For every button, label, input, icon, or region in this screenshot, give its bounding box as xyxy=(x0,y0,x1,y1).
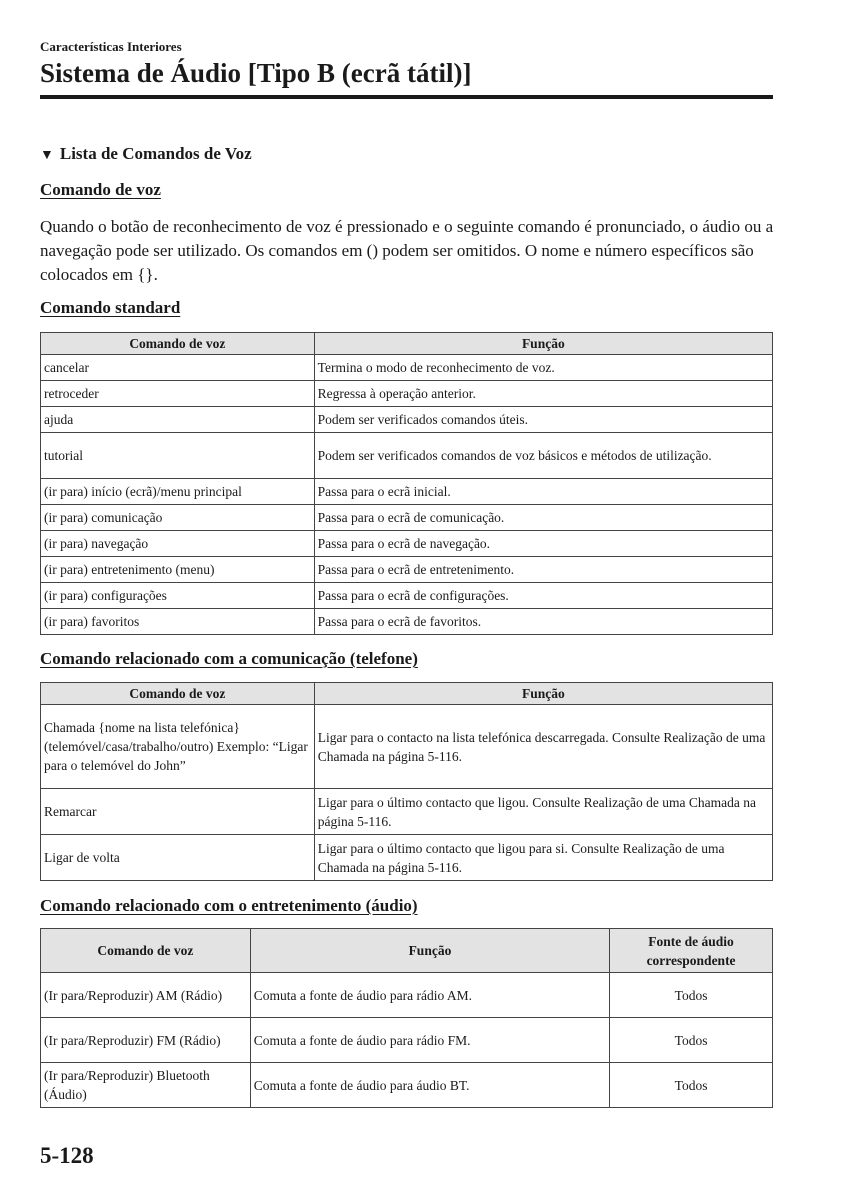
table-row xyxy=(41,531,773,557)
column-header: Fonte de áudio correspondente xyxy=(610,929,773,973)
table-row xyxy=(41,505,773,531)
command-cell: cancelar xyxy=(41,355,315,381)
function-cell: Passa para o ecrã inicial. xyxy=(314,479,772,505)
table-header-row xyxy=(41,333,773,355)
command-cell: (ir para) navegação xyxy=(41,531,315,557)
function-cell: Podem ser verificados comandos de voz básicos e métodos de utilização. xyxy=(314,433,772,479)
command-cell: retroceder xyxy=(41,381,315,407)
table-row xyxy=(41,1063,773,1108)
column-header: Comando de voz xyxy=(41,333,315,355)
function-cell: Regressa à operação anterior. xyxy=(314,381,772,407)
function-cell: Comuta a fonte de áudio para áudio BT. xyxy=(250,1063,609,1108)
table-row xyxy=(41,479,773,505)
command-cell: (Ir para/Reproduzir) Bluetooth (Áudio) xyxy=(41,1063,251,1108)
audio-table xyxy=(40,928,773,1108)
function-cell: Passa para o ecrã de configurações. xyxy=(314,583,772,609)
page-title: Sistema de Áudio [Tipo B (ecrã tátil)] xyxy=(40,58,472,88)
function-cell: Termina o modo de reconhecimento de voz. xyxy=(314,355,772,381)
function-cell: Ligar para o contacto na lista telefónica descarregada. Consulte Realização de uma Chamada na página 5-116. xyxy=(314,705,772,789)
command-cell: (ir para) entretenimento (menu) xyxy=(41,557,315,583)
command-cell: (Ir para/Reproduzir) FM (Rádio) xyxy=(41,1018,251,1063)
voice-command-heading: Comando de voz xyxy=(40,180,161,199)
source-cell: Todos xyxy=(610,1063,773,1108)
function-cell: Ligar para o último contacto que ligou. Consulte Realização de uma Chamada na página 5-116. xyxy=(314,789,772,835)
table-row xyxy=(41,407,773,433)
column-header: Comando de voz xyxy=(41,929,251,973)
function-cell: Ligar para o último contacto que ligou para si. Consulte Realização de uma Chamada na página 5-116. xyxy=(314,835,772,881)
standard-table xyxy=(40,332,773,635)
table-row xyxy=(41,433,773,479)
column-header: Função xyxy=(250,929,609,973)
table-row xyxy=(41,705,773,789)
table-row xyxy=(41,789,773,835)
table-header-row xyxy=(41,683,773,705)
table-row xyxy=(41,381,773,407)
command-cell: (Ir para/Reproduzir) AM (Rádio) xyxy=(41,973,251,1018)
command-cell: (ir para) comunicação xyxy=(41,505,315,531)
function-cell: Passa para o ecrã de favoritos. xyxy=(314,609,772,635)
list-heading-text: Lista de Comandos de Voz xyxy=(59,144,252,163)
command-cell: (ir para) configurações xyxy=(41,583,315,609)
source-cell: Todos xyxy=(610,1018,773,1063)
function-cell: Comuta a fonte de áudio para rádio FM. xyxy=(250,1018,609,1063)
column-header: Função xyxy=(314,333,772,355)
triangle-down-icon: ▼ xyxy=(40,148,54,163)
table-row xyxy=(41,973,773,1018)
page-number: 5-128 xyxy=(40,1143,94,1168)
column-header: Comando de voz xyxy=(41,683,315,705)
table-row xyxy=(41,609,773,635)
function-cell: Passa para o ecrã de entretenimento. xyxy=(314,557,772,583)
section-label: Características Interiores xyxy=(40,39,182,54)
standard-heading: Comando standard xyxy=(40,298,181,317)
command-cell: Remarcar xyxy=(41,789,315,835)
table-row xyxy=(41,835,773,881)
table-row xyxy=(41,557,773,583)
table-header-row xyxy=(41,929,773,973)
source-cell: Todos xyxy=(610,973,773,1018)
title-rule xyxy=(40,95,773,99)
table-row xyxy=(41,583,773,609)
phone-table xyxy=(40,682,773,881)
function-cell: Passa para o ecrã de comunicação. xyxy=(314,505,772,531)
command-cell: (ir para) favoritos xyxy=(41,609,315,635)
command-cell: tutorial xyxy=(41,433,315,479)
audio-heading: Comando relacionado com o entretenimento (áudio) xyxy=(40,896,418,915)
command-cell: (ir para) início (ecrã)/menu principal xyxy=(41,479,315,505)
command-cell: Chamada {nome na lista telefónica} (telemóvel/casa/trabalho/outro) Exemplo: “Ligar para o telemóvel do John” xyxy=(41,705,315,789)
function-cell: Passa para o ecrã de navegação. xyxy=(314,531,772,557)
command-cell: ajuda xyxy=(41,407,315,433)
voice-command-paragraph: Quando o botão de reconhecimento de voz é pressionado e o seguinte comando é pronunciado, o áudio ou a navegação pode ser utilizado. Os comandos em () podem ser omitidos. O nome e número específicos são colocados em {}. xyxy=(40,217,774,284)
function-cell: Podem ser verificados comandos úteis. xyxy=(314,407,772,433)
list-heading xyxy=(40,144,252,164)
table-row xyxy=(41,1018,773,1063)
table-row xyxy=(41,355,773,381)
command-cell: Ligar de volta xyxy=(41,835,315,881)
function-cell: Comuta a fonte de áudio para rádio AM. xyxy=(250,973,609,1018)
phone-heading: Comando relacionado com a comunicação (telefone) xyxy=(40,649,418,668)
column-header: Função xyxy=(314,683,772,705)
